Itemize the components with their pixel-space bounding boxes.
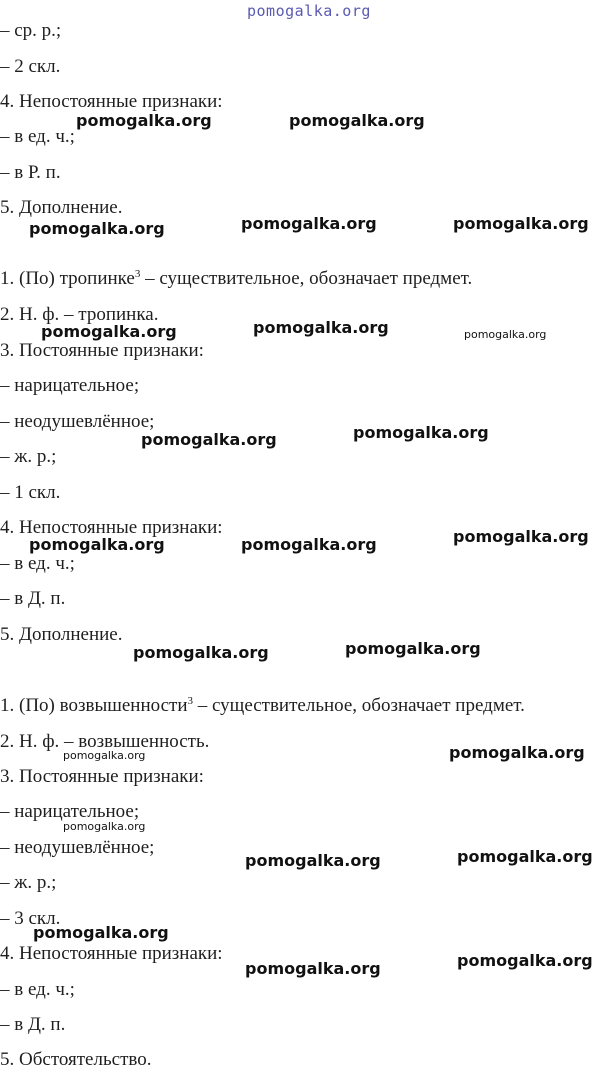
line-dative-case-1: – в Д. п. bbox=[0, 588, 66, 609]
watermark-small: pomogalka.org bbox=[63, 820, 146, 833]
line-common-noun-1: – нарицательное; bbox=[0, 375, 140, 396]
watermark: pomogalka.org bbox=[457, 847, 593, 866]
line-gender-feminine-1: – ж. р.; bbox=[0, 446, 57, 467]
line-singular-2: – в ед. ч.; bbox=[0, 553, 75, 574]
watermark: pomogalka.org bbox=[29, 219, 165, 238]
watermark: pomogalka.org bbox=[449, 743, 585, 762]
watermark: pomogalka.org bbox=[241, 535, 377, 554]
line-initial-form-tropinka: 2. Н. ф. – тропинка. bbox=[0, 304, 159, 325]
line-declension-2: – 2 скл. bbox=[0, 56, 61, 77]
watermark-small: pomogalka.org bbox=[464, 328, 547, 341]
watermark: pomogalka.org bbox=[76, 111, 212, 130]
watermark: pomogalka.org bbox=[289, 111, 425, 130]
watermark: pomogalka.org bbox=[133, 643, 269, 662]
word-description-2: – существительное, обозначает предмет. bbox=[193, 695, 525, 716]
line-object-1: 5. Дополнение. bbox=[0, 197, 123, 218]
watermark: pomogalka.org bbox=[457, 951, 593, 970]
word-description-1: – существительное, обозначает предмет. bbox=[140, 268, 473, 289]
line-common-noun-2: – нарицательное; bbox=[0, 801, 140, 822]
line-adverbial: 5. Обстоятельство. bbox=[0, 1049, 152, 1070]
watermark: pomogalka.org bbox=[345, 639, 481, 658]
line-genitive-case: – в Р. п. bbox=[0, 162, 61, 183]
watermark: pomogalka.org bbox=[253, 318, 389, 337]
line-constant-features-2: 3. Постоянные признаки: bbox=[0, 766, 204, 787]
watermark: pomogalka.org bbox=[241, 214, 377, 233]
line-object-2: 5. Дополнение. bbox=[0, 624, 123, 645]
line-singular-1: – в ед. ч.; bbox=[0, 126, 75, 147]
line-gender-neuter: – ср. р.; bbox=[0, 20, 62, 41]
line-variable-features-1: 4. Непостоянные признаки: bbox=[0, 91, 223, 112]
line-inanimate-1: – неодушевлённое; bbox=[0, 411, 155, 432]
watermark: pomogalka.org bbox=[453, 527, 589, 546]
watermark-small: pomogalka.org bbox=[63, 749, 146, 762]
line-constant-features-1: 3. Постоянные признаки: bbox=[0, 340, 204, 361]
line-variable-features-3: 4. Непостоянные признаки: bbox=[0, 943, 223, 964]
watermark: pomogalka.org bbox=[353, 423, 489, 442]
watermark: pomogalka.org bbox=[245, 851, 381, 870]
watermark: pomogalka.org bbox=[141, 430, 277, 449]
word-label-vozvyshennost: 1. (По) возвышенности bbox=[0, 695, 188, 716]
line-variable-features-2: 4. Непостоянные признаки: bbox=[0, 517, 223, 538]
watermark: pomogalka.org bbox=[29, 535, 165, 554]
watermark: pomogalka.org bbox=[453, 214, 589, 233]
watermark: pomogalka.org bbox=[41, 322, 177, 341]
footnote-mark-1: 3 bbox=[134, 268, 141, 280]
line-word-tropinka bbox=[0, 268, 472, 290]
line-inanimate-2: – неодушевлённое; bbox=[0, 837, 155, 858]
line-gender-feminine-2: – ж. р.; bbox=[0, 872, 57, 893]
line-initial-form-vozvyshennost: 2. Н. ф. – возвышенность. bbox=[0, 731, 210, 752]
watermark-top: pomogalka.org bbox=[247, 2, 371, 20]
line-word-vozvyshennost bbox=[0, 695, 525, 717]
watermark: pomogalka.org bbox=[33, 923, 169, 942]
line-singular-3: – в ед. ч.; bbox=[0, 979, 75, 1000]
watermark: pomogalka.org bbox=[245, 959, 381, 978]
line-dative-case-2: – в Д. п. bbox=[0, 1014, 66, 1035]
footnote-mark-2: 3 bbox=[187, 695, 193, 707]
line-declension-3: – 3 скл. bbox=[0, 908, 61, 929]
word-label-tropinka: 1. (По) тропинке bbox=[0, 268, 135, 289]
line-declension-1: – 1 скл. bbox=[0, 482, 61, 503]
